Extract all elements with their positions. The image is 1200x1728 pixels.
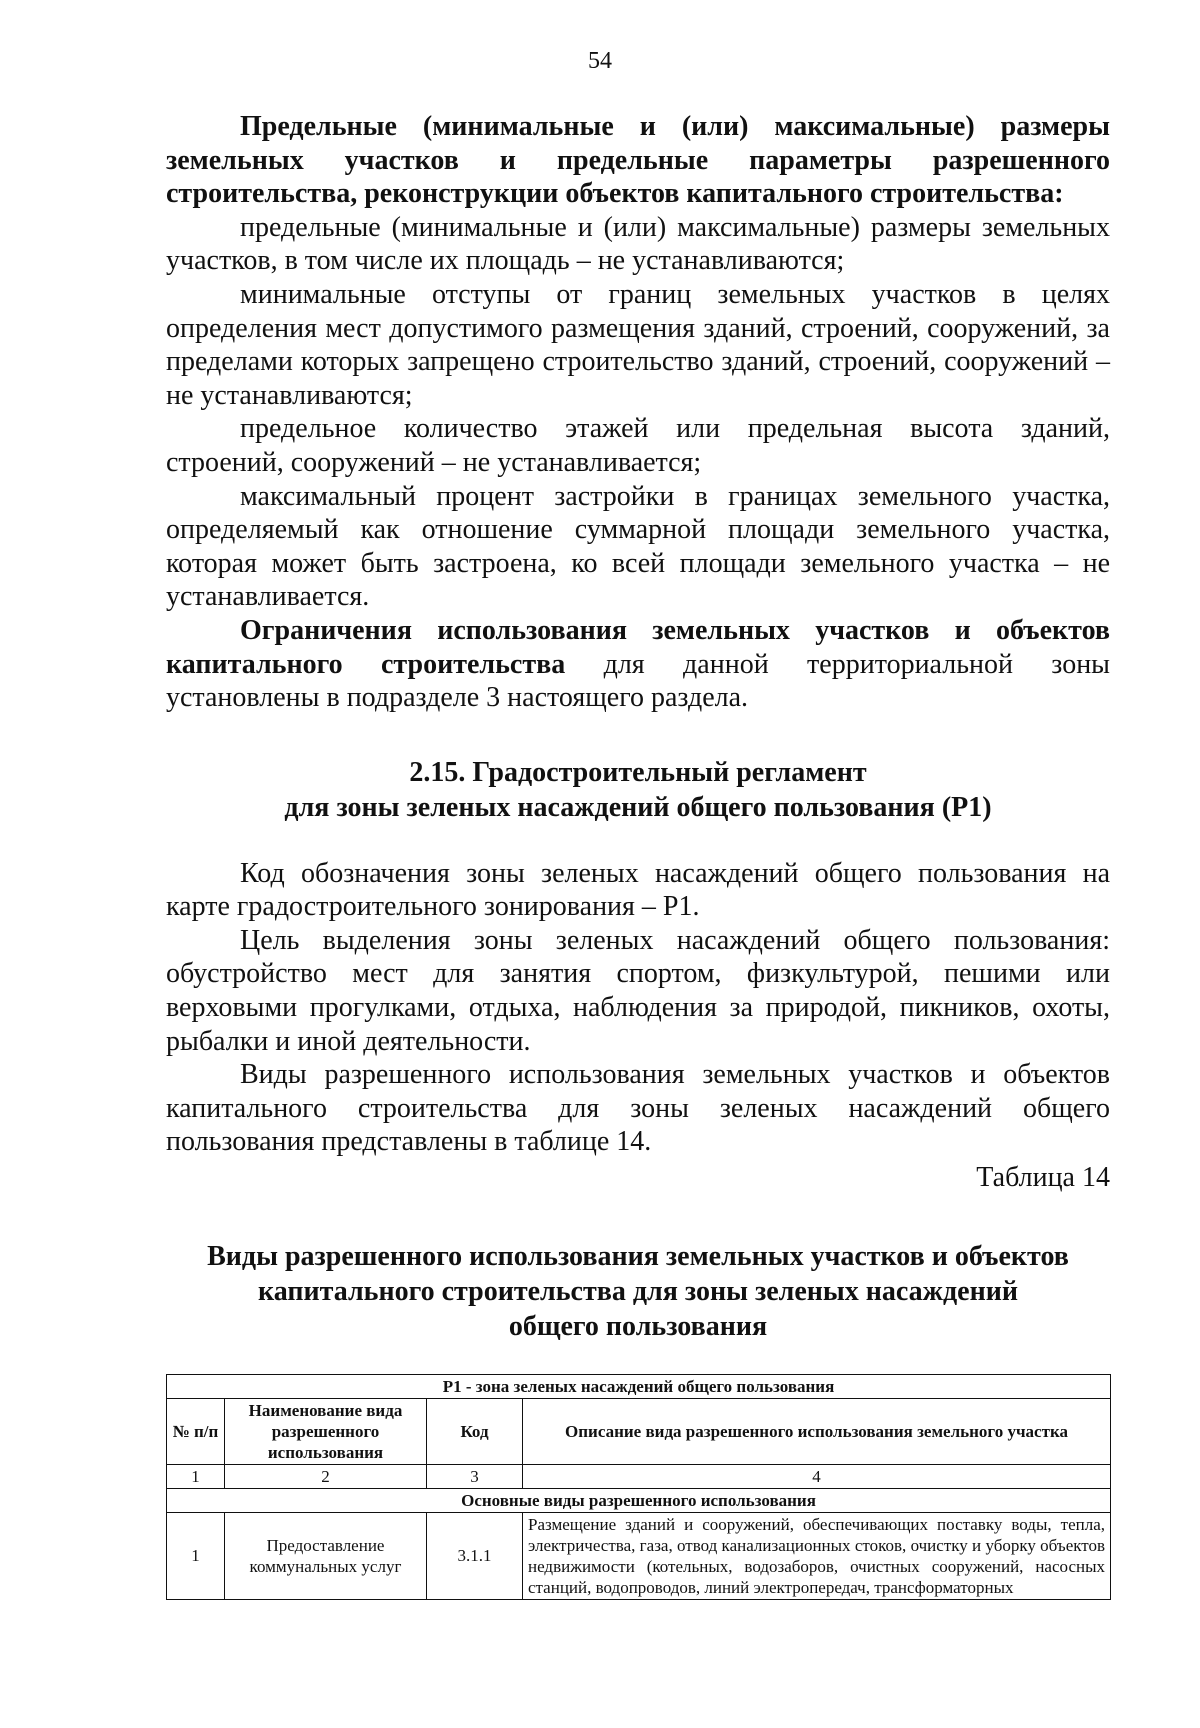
table-title-line-3: общего пользования [508,1310,768,1342]
page-number: 54 [588,48,612,74]
list-item: минимальные отступы от границ земельных участков в целях определения мест допустимого размещения зданий, строений, сооружений, за пределами которых запрещено строительство зданий, строений, сооружений – не устанавливаются; [166,278,1110,411]
body-paragraph: Цель выделения зоны зеленых насаждений общего пользования: обустройство мест для занятия спортом, физкультурой, пешими или верховыми прогулками, отдыха, наблюдения за природой, пикников, охоты, рыбалки и иной деятельности. [166,924,1110,1057]
table-row [167,1512,1111,1599]
body-paragraph: Виды разрешенного использования земельных участков и объектов капитального строительства для зоны зеленых насаждений общего пользования представлены в таблице 14. [166,1059,1110,1158]
document-body [166,110,1110,1600]
section-heading [166,755,1110,825]
list-item: предельное количество этажей или предельная высота зданий, строений, сооружений – не устанавливается; [166,413,1110,478]
row-description-cell: Размещение зданий и сооружений, обеспечивающих поставку воды, тепла, электричества, газа, отвод канализационных стоков, очистку и уборку объектов недвижимости (котельных, водозаборов, очистных сооружений, насосных станций, водопроводов, линий электропередач, трансформаторных [523,1512,1111,1599]
zone-header-row [167,1374,1111,1398]
column-number: 3 [427,1464,523,1488]
section-row [167,1488,1111,1512]
list-item: максимальный процент застройки в границах земельного участка, определяемый как отношение суммарной площади земельного участка, которая может быть застроена, ко всей площади земельного участка – не устанавливается. [166,480,1110,613]
column-header: Код [427,1398,523,1464]
table-title-line-2: капитального строительства для зоны зеленых насаждений [258,1275,1018,1307]
restrictions-bold: Ограничения использования земельных участков и объектов капитального строительства [166,614,1110,680]
restrictions-paragraph [166,614,1110,715]
restrictions-text: для данной территориальной зоны установлены в подразделе 3 настоящего раздела. [166,648,1110,714]
table-number: Таблица 14 [976,1162,1110,1194]
column-number: 1 [167,1464,225,1488]
column-header: Наименование вида разрешенного использования [225,1398,427,1464]
row-number-cell: 1 [167,1512,225,1599]
table-title-line-1: Виды разрешенного использования земельных участков и объектов [207,1240,1069,1272]
table-title [166,1239,1110,1344]
column-header: Описание вида разрешенного использования земельного участка [523,1398,1111,1464]
section-heading-line-2: для зоны зеленых насаждений общего пользования (Р1) [284,791,992,823]
limits-heading: Предельные (минимальные и (или) максимальные) размеры земельных участков и предельные параметры разрешенного строительства, реконструкции объектов капитального строительства: [166,111,1110,210]
permitted-use-table [166,1374,1111,1600]
section-heading-line-1: 2.15. Градостроительный регламент [409,756,867,788]
column-number: 2 [225,1464,427,1488]
zone-header-cell: Р1 - зона зеленых насаждений общего пользования [167,1374,1111,1398]
list-item: предельные (минимальные и (или) максимальные) размеры земельных участков, в том числе их площадь – не устанавливаются; [166,211,1110,277]
column-header-row [167,1398,1111,1464]
row-name-cell: Предоставление коммунальных услуг [225,1512,427,1599]
column-number-row [167,1464,1111,1488]
column-number: 4 [523,1464,1111,1488]
body-paragraph: Код обозначения зоны зеленых насаждений общего пользования на карте градостроительного зонирования – Р1. [166,857,1110,923]
column-header: № п/п [167,1398,225,1464]
section-row-cell: Основные виды разрешенного использования [167,1488,1111,1512]
row-code-cell: 3.1.1 [427,1512,523,1599]
